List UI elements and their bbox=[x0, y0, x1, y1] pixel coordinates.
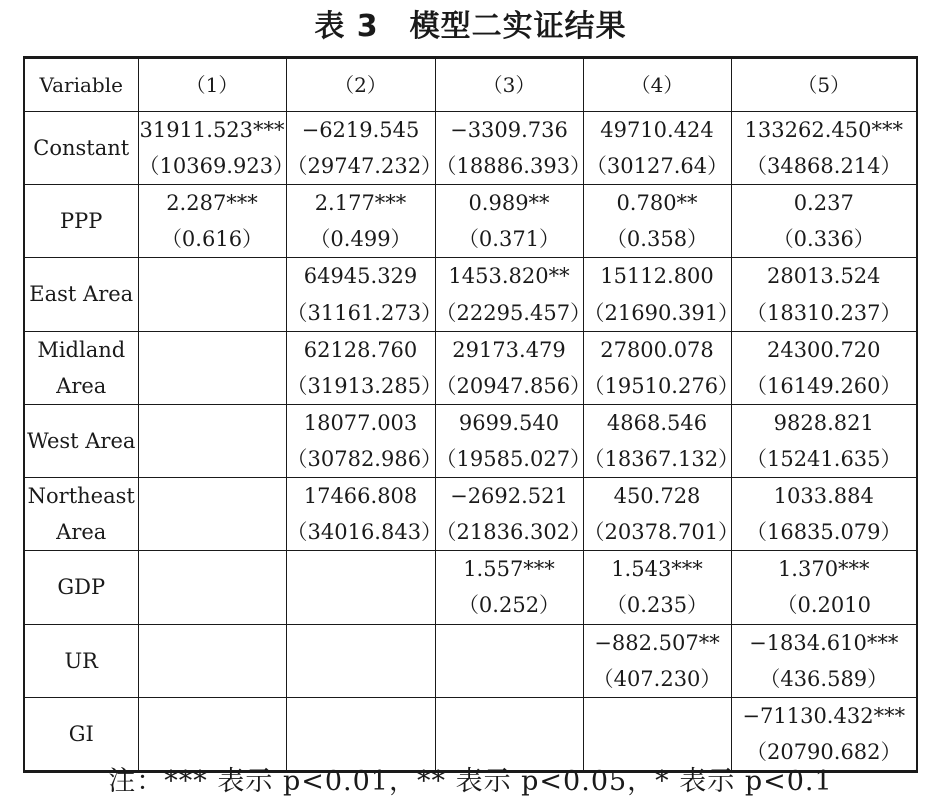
table-cell bbox=[583, 185, 731, 258]
standard-error: （31913.285） bbox=[286, 373, 443, 398]
table-cell bbox=[286, 185, 435, 258]
table-row bbox=[24, 404, 917, 477]
coefficient: 1033.884 bbox=[773, 484, 874, 509]
coefficient: 49710.424 bbox=[600, 118, 714, 142]
standard-error: （21836.302） bbox=[435, 520, 592, 545]
coefficient: 9828.821 bbox=[773, 410, 874, 435]
table-cell bbox=[286, 258, 443, 331]
standard-error: （10369.923） bbox=[138, 154, 295, 179]
standard-error: （0.2010 bbox=[776, 593, 871, 618]
table-cell bbox=[731, 551, 917, 624]
standard-error: （0.252） bbox=[457, 593, 561, 618]
table-cell bbox=[435, 551, 583, 624]
standard-error: （0.235） bbox=[605, 593, 709, 618]
table-cell bbox=[583, 478, 740, 551]
table-row bbox=[24, 697, 917, 771]
table-cell bbox=[583, 551, 731, 624]
standard-error: （34868.214） bbox=[745, 154, 902, 179]
table-cell bbox=[138, 697, 286, 771]
row-label: Constant bbox=[24, 112, 138, 185]
standard-error: （30782.986） bbox=[286, 446, 443, 471]
table-cell bbox=[138, 404, 286, 477]
standard-error: （20790.682） bbox=[745, 739, 902, 764]
coefficient: 29173.479 bbox=[452, 337, 566, 362]
coefficient: 9699.540 bbox=[458, 410, 560, 435]
coefficient: −882.507** bbox=[594, 630, 720, 655]
header-variable: Variable bbox=[24, 58, 138, 112]
coefficient: 1453.820** bbox=[448, 264, 570, 289]
standard-error: （30127.64） bbox=[585, 154, 729, 179]
row-label bbox=[24, 478, 138, 551]
table-row bbox=[24, 331, 917, 404]
table-cell bbox=[731, 112, 917, 185]
coefficient: 450.728 bbox=[613, 484, 701, 509]
coefficient: −1834.610*** bbox=[749, 630, 899, 655]
coefficient: 28013.524 bbox=[766, 264, 881, 289]
row-label: West Area bbox=[24, 404, 138, 477]
table-cell bbox=[138, 331, 286, 404]
standard-error: （22295.457） bbox=[435, 300, 592, 325]
coefficient: 24300.720 bbox=[766, 337, 881, 362]
standard-error: （0.336） bbox=[772, 227, 875, 252]
coefficient: 0.989** bbox=[468, 191, 550, 216]
coefficient: 0.237 bbox=[793, 191, 854, 216]
standard-error: （16835.079） bbox=[745, 520, 902, 545]
row-label: East Area bbox=[24, 258, 138, 331]
table-cell bbox=[138, 112, 295, 185]
table-cell bbox=[138, 258, 286, 331]
table-cell bbox=[435, 478, 592, 551]
table-cell bbox=[435, 331, 592, 404]
standard-error: （0.371） bbox=[457, 227, 561, 252]
coefficient: 0.780** bbox=[616, 191, 698, 216]
standard-error: （16149.260） bbox=[745, 373, 902, 398]
table-cell bbox=[286, 112, 443, 185]
table-cell bbox=[138, 624, 286, 697]
table-cell bbox=[138, 551, 286, 624]
table-row bbox=[24, 478, 917, 551]
header-row bbox=[24, 58, 917, 112]
table-cell bbox=[731, 404, 917, 477]
standard-error: （20947.856） bbox=[435, 373, 592, 398]
coefficient: −3309.736 bbox=[450, 118, 568, 142]
table-cell bbox=[583, 624, 731, 697]
header-model-3: （3） bbox=[435, 58, 583, 112]
coefficient: 18077.003 bbox=[303, 410, 418, 435]
standard-error: （0.616） bbox=[160, 227, 264, 252]
coefficient: 17466.808 bbox=[303, 484, 418, 509]
standard-error: （19510.276） bbox=[583, 373, 740, 398]
header-model-2: （2） bbox=[286, 58, 435, 112]
table-cell bbox=[435, 185, 583, 258]
table-cell bbox=[286, 551, 435, 624]
coefficient: 2.177*** bbox=[314, 191, 407, 216]
coefficient: 1.543*** bbox=[611, 557, 703, 582]
coefficient: 2.287*** bbox=[166, 191, 258, 216]
standard-error: （34016.843） bbox=[286, 520, 443, 545]
table-cell bbox=[286, 697, 435, 771]
table-cell bbox=[583, 331, 740, 404]
standard-error: （15241.635） bbox=[745, 446, 902, 471]
header-model-5: （5） bbox=[731, 58, 917, 112]
row-label: UR bbox=[24, 624, 138, 697]
table-cell bbox=[583, 404, 740, 477]
coefficient: −71130.432*** bbox=[742, 703, 906, 728]
table-cell bbox=[731, 624, 917, 697]
table-row bbox=[24, 185, 917, 258]
table-cell bbox=[731, 478, 917, 551]
table-cell bbox=[286, 624, 435, 697]
standard-error: （21690.391） bbox=[583, 300, 740, 325]
table-cell bbox=[286, 331, 443, 404]
row-label: GI bbox=[24, 697, 138, 771]
table-cell bbox=[731, 331, 917, 404]
row-label-line: Northeast bbox=[27, 484, 135, 509]
table-cell bbox=[583, 258, 740, 331]
table-cell bbox=[731, 258, 917, 331]
standard-error: （18367.132） bbox=[583, 446, 740, 471]
standard-error: （19585.027） bbox=[435, 446, 592, 471]
table-cell bbox=[138, 478, 286, 551]
table-cell bbox=[138, 185, 286, 258]
standard-error: （436.589） bbox=[759, 666, 889, 691]
table-cell bbox=[286, 404, 443, 477]
row-label-line: Midland bbox=[37, 337, 126, 362]
table-cell bbox=[286, 478, 443, 551]
regression-table bbox=[23, 56, 918, 773]
standard-error: （31161.273） bbox=[286, 300, 443, 325]
standard-error: （407.230） bbox=[592, 666, 722, 691]
coefficient: −6219.545 bbox=[301, 118, 420, 142]
row-label-line: Area bbox=[56, 520, 107, 545]
standard-error: （18310.237） bbox=[745, 300, 902, 325]
coefficient: −2692.521 bbox=[450, 484, 568, 509]
standard-error: （29747.232） bbox=[286, 154, 443, 179]
table-row bbox=[24, 624, 917, 697]
table-cell bbox=[435, 697, 583, 771]
table-cell bbox=[731, 185, 917, 258]
table-row bbox=[24, 258, 917, 331]
row-label: GDP bbox=[24, 551, 138, 624]
coefficient: 133262.450*** bbox=[744, 118, 903, 142]
standard-error: （0.358） bbox=[605, 227, 709, 252]
coefficient: 15112.800 bbox=[600, 264, 714, 289]
table-cell bbox=[435, 112, 592, 185]
table-cell bbox=[583, 112, 731, 185]
row-label: PPP bbox=[24, 185, 138, 258]
table-cell bbox=[435, 404, 592, 477]
table-row bbox=[24, 551, 917, 624]
standard-error: （20378.701） bbox=[583, 520, 740, 545]
standard-error: （0.499） bbox=[309, 227, 412, 252]
standard-error: （18886.393） bbox=[435, 154, 592, 179]
row-label bbox=[24, 331, 138, 404]
table-cell bbox=[435, 258, 592, 331]
coefficient: 62128.760 bbox=[303, 337, 418, 362]
header-model-4: （4） bbox=[583, 58, 731, 112]
coefficient: 1.370*** bbox=[777, 557, 870, 582]
coefficient: 1.557*** bbox=[463, 557, 555, 582]
significance-note: 注：*** 表示 p<0.01，** 表示 p<0.05，* 表示 p<0.1 bbox=[108, 766, 833, 797]
row-label-line: Area bbox=[56, 373, 107, 398]
table-title: 表 3 模型二实证结果 bbox=[314, 9, 627, 44]
coefficient: 4868.546 bbox=[606, 410, 708, 435]
coefficient: 27800.078 bbox=[600, 337, 714, 362]
table-row bbox=[24, 112, 917, 185]
coefficient: 31911.523*** bbox=[139, 118, 285, 142]
coefficient: 64945.329 bbox=[303, 264, 418, 289]
table-cell bbox=[731, 697, 917, 771]
table-cell bbox=[583, 697, 731, 771]
header-model-1: （1） bbox=[138, 58, 286, 112]
table-cell bbox=[435, 624, 583, 697]
